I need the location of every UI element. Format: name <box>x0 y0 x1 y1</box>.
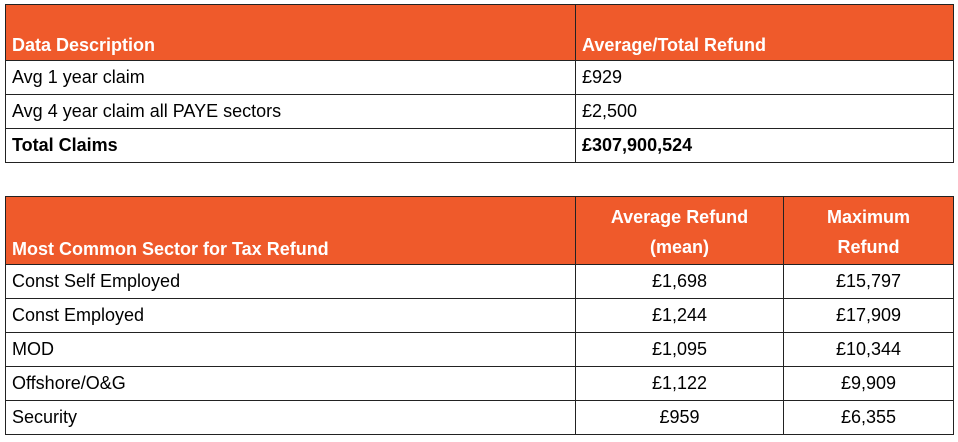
sector-name: Const Self Employed <box>6 265 576 299</box>
total-row <box>6 129 954 163</box>
maximum-refund: £6,355 <box>784 401 954 435</box>
average-refund: £1,698 <box>576 265 784 299</box>
summary-table <box>5 4 954 163</box>
column-header-maximum-refund <box>784 197 954 265</box>
column-header-average-total-refund: Average/Total Refund <box>576 5 954 61</box>
row-label: Avg 4 year claim all PAYE sectors <box>6 95 576 129</box>
maximum-header-line1: Maximum <box>826 207 911 227</box>
average-header-line1: Average Refund <box>610 207 749 227</box>
total-label: Total Claims <box>6 129 576 163</box>
summary-header-row <box>6 5 954 61</box>
table-row <box>6 61 954 95</box>
sector-name: Const Employed <box>6 299 576 333</box>
sector-name: MOD <box>6 333 576 367</box>
column-header-sector: Most Common Sector for Tax Refund <box>6 197 576 265</box>
table-row <box>6 333 954 367</box>
table-row <box>6 95 954 129</box>
sector-table <box>5 196 954 435</box>
average-refund: £1,244 <box>576 299 784 333</box>
maximum-refund: £15,797 <box>784 265 954 299</box>
column-header-average-refund <box>576 197 784 265</box>
maximum-refund: £10,344 <box>784 333 954 367</box>
average-header-line2: (mean) <box>649 237 709 257</box>
sector-name: Offshore/O&G <box>6 367 576 401</box>
table-row <box>6 265 954 299</box>
maximum-refund: £9,909 <box>784 367 954 401</box>
sector-header-row <box>6 197 954 265</box>
total-value: £307,900,524 <box>576 129 954 163</box>
row-value: £929 <box>576 61 954 95</box>
sector-name: Security <box>6 401 576 435</box>
table-row <box>6 299 954 333</box>
table-row <box>6 367 954 401</box>
row-value: £2,500 <box>576 95 954 129</box>
row-label: Avg 1 year claim <box>6 61 576 95</box>
maximum-header-line2: Refund <box>837 237 900 257</box>
average-refund: £1,122 <box>576 367 784 401</box>
maximum-refund: £17,909 <box>784 299 954 333</box>
average-refund: £959 <box>576 401 784 435</box>
column-header-data-description: Data Description <box>6 5 576 61</box>
average-refund: £1,095 <box>576 333 784 367</box>
table-row <box>6 401 954 435</box>
